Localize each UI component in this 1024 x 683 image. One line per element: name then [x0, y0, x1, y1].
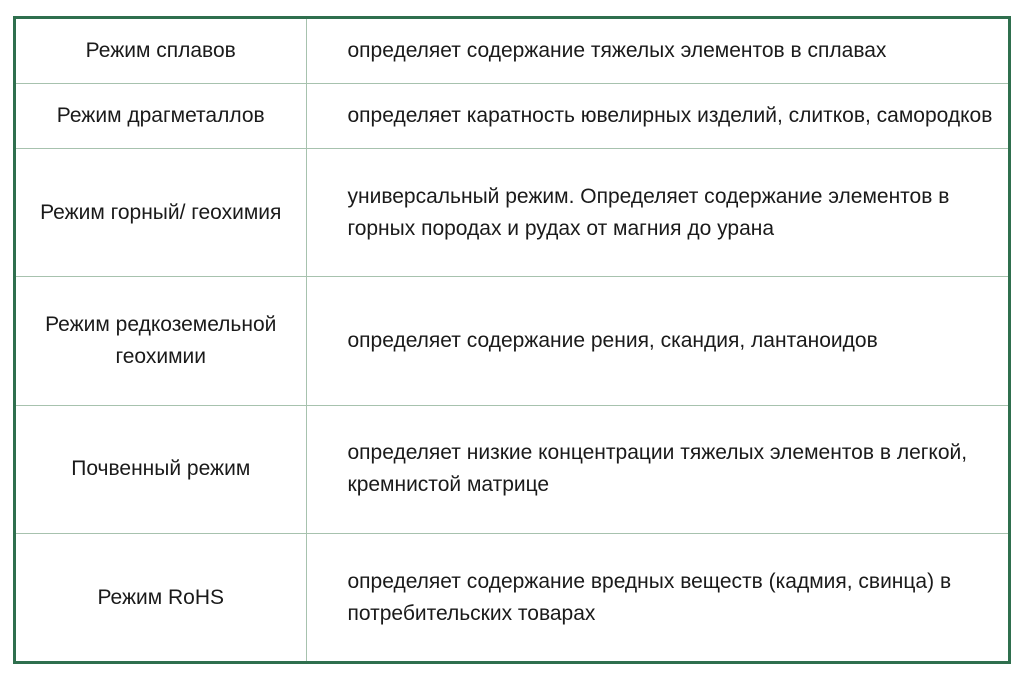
mode-name-cell: Режим драгметаллов — [16, 83, 306, 148]
mode-description-cell: определяет содержание рения, скандия, лантаноидов — [306, 277, 1008, 405]
table-row — [16, 148, 1008, 276]
mode-description-cell: определяет содержание вредных веществ (кадмия, свинца) в потребительских товарах — [306, 534, 1008, 661]
mode-name-cell: Режим RoHS — [16, 534, 306, 661]
mode-name-cell: Режим сплавов — [16, 19, 306, 83]
table-row — [16, 277, 1008, 405]
table-row — [16, 83, 1008, 148]
table-row — [16, 19, 1008, 83]
mode-description-cell: определяет содержание тяжелых элементов в сплавах — [306, 19, 1008, 83]
mode-name-cell: Режим редкоземельной геохимии — [16, 277, 306, 405]
mode-description-cell: определяет низкие концентрации тяжелых элементов в легкой, кремнистой матрице — [306, 405, 1008, 533]
mode-name-cell: Почвенный режим — [16, 405, 306, 533]
table-row — [16, 405, 1008, 533]
mode-name-cell: Режим горный/ геохимия — [16, 148, 306, 276]
mode-description-cell: универсальный режим. Определяет содержание элементов в горных породах и рудах от магния до урана — [306, 148, 1008, 276]
mode-description-cell: определяет каратность ювелирных изделий, слитков, самородков — [306, 83, 1008, 148]
modes-table — [16, 19, 1008, 661]
table-row — [16, 534, 1008, 661]
modes-table-frame — [13, 16, 1011, 664]
